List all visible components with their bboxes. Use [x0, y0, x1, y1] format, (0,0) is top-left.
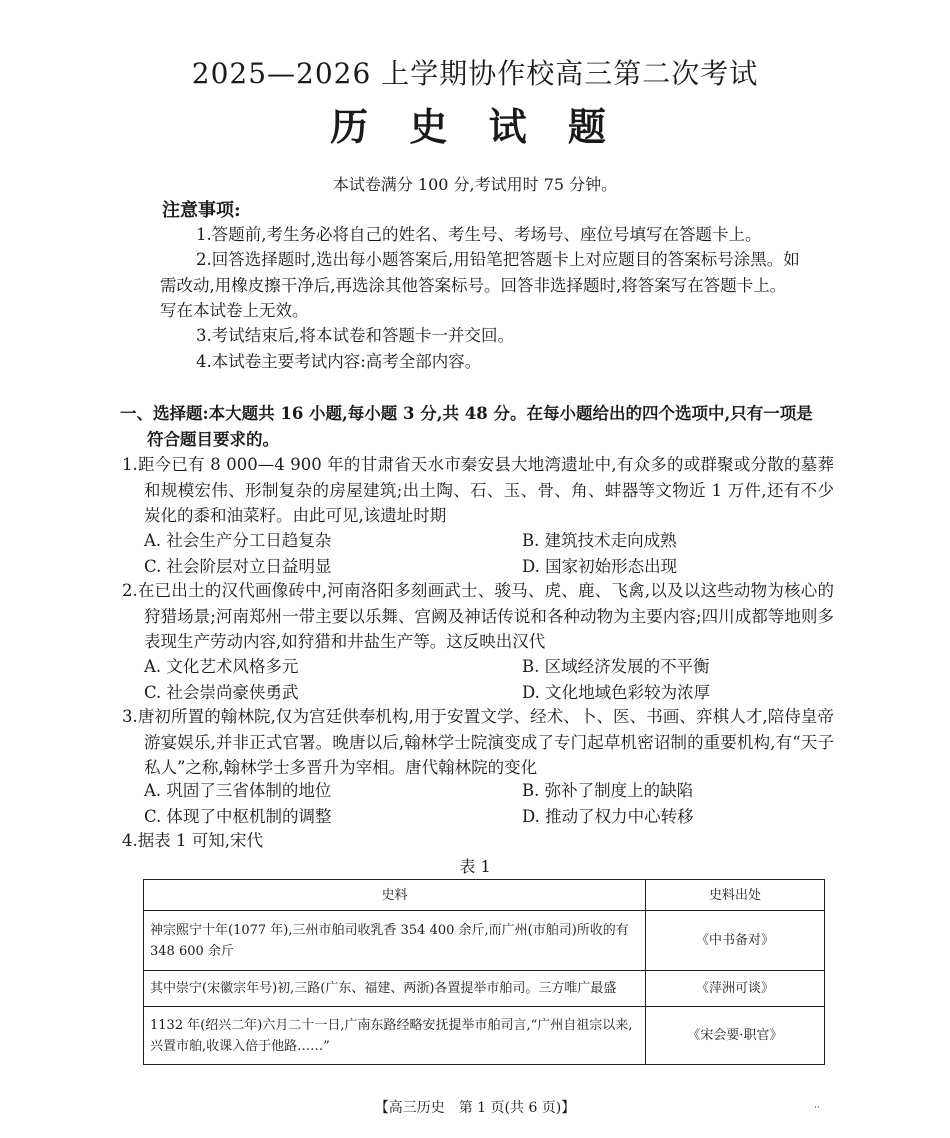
notice-item-1: 1.答题前,考生务必将自己的姓名、考生号、考场号、座位号填写在答题卡上。	[196, 225, 762, 244]
corner-mark: ··	[814, 1103, 820, 1113]
table-cell-source: 《宋会要·职官》	[646, 1007, 825, 1065]
table-cell-material: 神宗熙宁十年(1077 年),三州市舶司收乳香 354 400 余斤,而广州(市舶司)所收的有 348 600 余斤	[144, 911, 646, 971]
table-cell-source: 《萍洲可谈》	[646, 971, 825, 1007]
subject-title: 历 史 试 题	[330, 104, 620, 149]
notice-item-2: 2.回答选择题时,选出每小题答案后,用铅笔把答题卡上对应题目的答案标号涂黑。如需改动,用橡皮擦干净后,再选涂其他答案标号。回答非选择题时,将答案写在答题卡上。写在本试卷上无效。	[160, 250, 800, 320]
notice-item-3: 3.考试结束后,将本试卷和答题卡一并交回。	[196, 326, 514, 345]
exam-title: 2025—2026 上学期协作校高三第二次考试	[191, 57, 759, 90]
notice-heading: 注意事项:	[162, 200, 241, 221]
section-heading-line1: 一、选择题:本大题共 16 小题,每小题 3 分,共 48 分。在每小题给出的四个选项中,只有一项是	[120, 404, 813, 423]
option-b: B. 弥补了制度上的缺陷	[522, 781, 694, 800]
option-c: C. 体现了中枢机制的调整	[144, 806, 332, 826]
option-a: A. 文化艺术风格多元	[144, 657, 299, 676]
option-d: D. 国家初始形态出现	[522, 556, 678, 576]
option-c: C. 社会阶层对立日益明显	[144, 556, 332, 576]
option-b: B. 建筑技术走向成熟	[522, 531, 677, 550]
table-row	[144, 971, 825, 1007]
option-d: D. 文化地域色彩较为浓厚	[522, 682, 711, 702]
question-4	[122, 828, 834, 854]
table-cell-material: 其中崇宁(宋徽宗年号)初,三路(广东、福建、两浙)各置提举市舶司。三方唯广最盛	[144, 971, 646, 1007]
question-4-stem: 4.据表 1 可知,宋代	[122, 831, 263, 850]
question-1-options	[144, 528, 844, 579]
section-heading-line2: 符合题目要求的。	[147, 429, 279, 449]
table-caption: 表 1	[459, 857, 491, 876]
table-header-row	[144, 880, 825, 911]
question-3	[122, 704, 834, 781]
question-3-stem: 3.唐初所置的翰林院,仅为宫廷供奉机构,用于安置文学、经术、卜、医、书画、弈棋人才,陪侍皇帝游宴娱乐,并非正式官署。晚唐以后,翰林学士院演变成了专门起草机密诏制的重要机构,有“天子私人”之称,翰林学士多晋升为宰相。唐代翰林院的变化	[122, 707, 834, 777]
question-2-stem: 2.在已出土的汉代画像砖中,河南洛阳多刻画武士、骏马、虎、鹿、飞禽,以及以这些动物为核心的狩猎场景;河南郑州一带主要以乐舞、宫阙及神话传说和各种动物为主要内容;四川成都等地则多表现生产劳动内容,如狩猎和井盐生产等。这反映出汉代	[122, 581, 834, 651]
option-b: B. 区域经济发展的不平衡	[522, 657, 710, 676]
source-table	[143, 879, 825, 1065]
question-2	[122, 578, 834, 655]
section-heading	[120, 401, 840, 452]
option-c: C. 社会崇尚豪侠勇武	[144, 682, 299, 702]
table-row	[144, 1007, 825, 1065]
notice-item-4: 4.本试卷主要考试内容:高考全部内容。	[196, 352, 482, 371]
table-row	[144, 911, 825, 971]
option-a: A. 巩固了三省体制的地位	[144, 781, 332, 800]
table-header-source: 史料出处	[646, 880, 825, 911]
option-d: D. 推动了权力中心转移	[522, 806, 694, 826]
question-1	[122, 452, 834, 529]
table-header-material: 史料	[144, 880, 646, 911]
option-a: A. 社会生产分工日趋复杂	[144, 531, 332, 550]
question-2-options	[144, 654, 844, 705]
question-1-stem: 1.距今已有 8 000—4 900 年的甘肃省天水市秦安县大地湾遗址中,有众多的或群聚或分散的墓葬和规模宏伟、形制复杂的房屋建筑;出土陶、石、玉、骨、角、蚌器等文物近 1 万件,还有不少炭化的黍和油菜籽。由此可见,该遗址时期	[122, 455, 834, 525]
question-3-options	[144, 778, 844, 829]
table-cell-material: 1132 年(绍兴二年)六月二十一日,广南东路经略安抚提举市舶司言,“广州自祖宗以来,兴置市舶,收课入倍于他路……”	[144, 1007, 646, 1065]
page-footer: 【高三历史 第 1 页(共 6 页)】	[374, 1100, 576, 1116]
table-cell-source: 《中书备对》	[646, 911, 825, 971]
score-info: 本试卷满分 100 分,考试用时 75 分钟。	[332, 175, 618, 194]
